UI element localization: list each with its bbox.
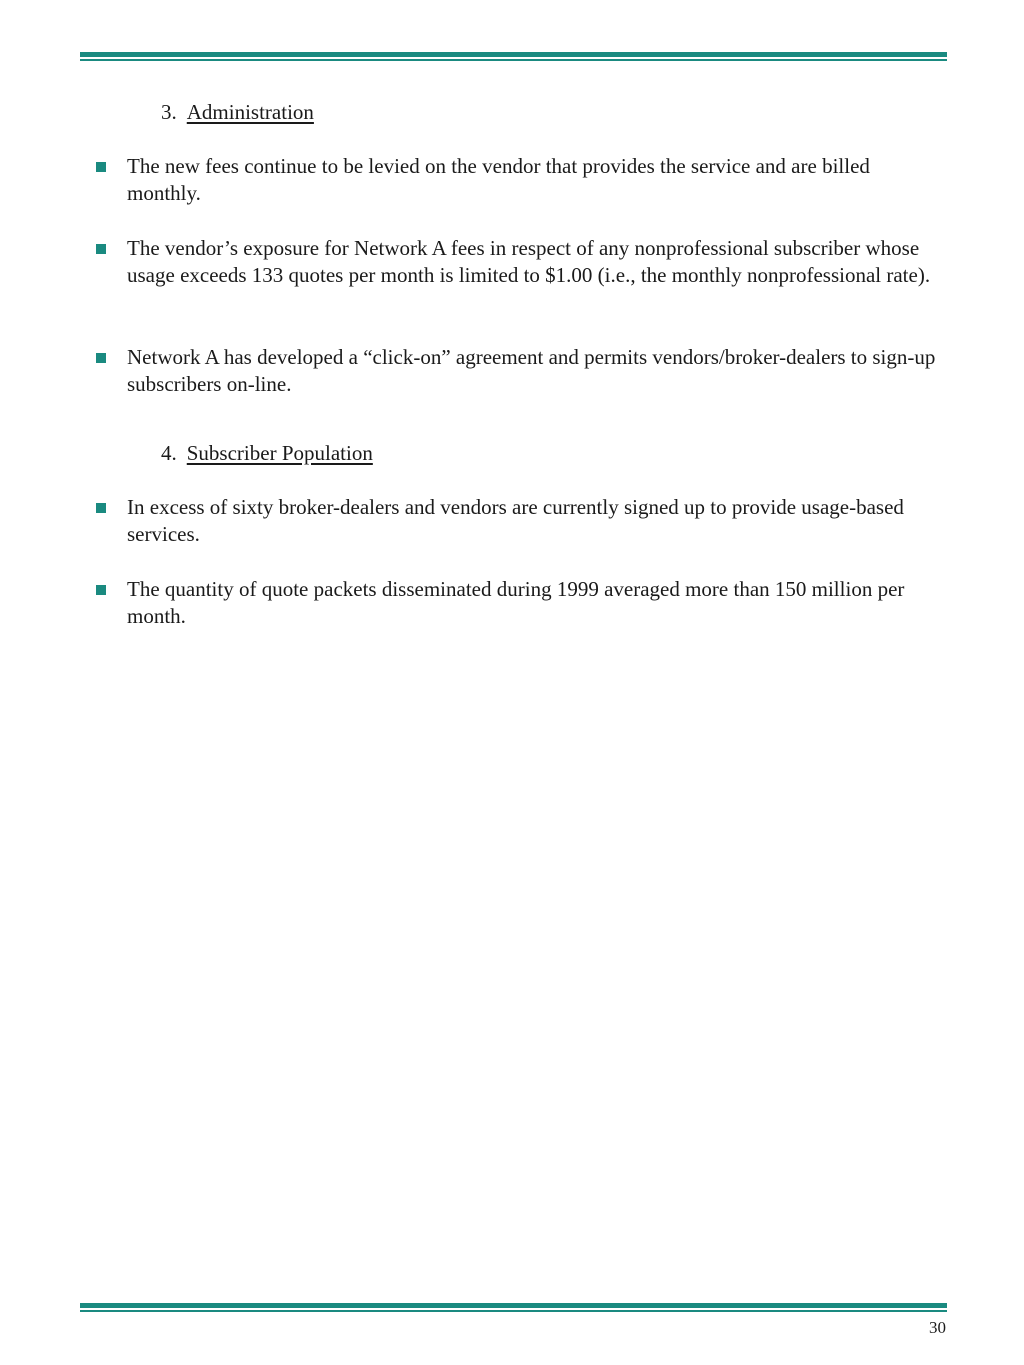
section-title: Subscriber Population [186, 441, 373, 465]
list-item [96, 576, 946, 630]
list-item-text: Network A has developed a “click-on” agreement and permits vendors/broker-dealers to sign-up subscribers on-line. [127, 345, 936, 396]
list-item-text: The vendor’s exposure for Network A fees in respect of any nonprofessional subscriber whose usage exceeds 133 quotes per month is limited to $1.00 (i.e., the monthly nonprofessional rate). [127, 236, 931, 287]
section-title: Administration [186, 100, 314, 124]
square-bullet-icon [96, 353, 106, 363]
square-bullet-icon [96, 585, 106, 595]
list-item-text: The quantity of quote packets disseminated during 1999 averaged more than 150 million per month. [127, 577, 905, 628]
list-item [96, 494, 946, 548]
header-rule [80, 52, 947, 61]
section-number: 4. [161, 441, 177, 465]
list-item-text: The new fees continue to be levied on the vendor that provides the service and are billed monthly. [127, 154, 870, 205]
section-heading-subscriber-population [161, 440, 373, 467]
list-item [96, 344, 946, 398]
list-item [96, 235, 946, 289]
section-number: 3. [161, 100, 177, 124]
square-bullet-icon [96, 162, 106, 172]
page-number: 30 [929, 1318, 946, 1337]
square-bullet-icon [96, 244, 106, 254]
list-item [96, 153, 946, 207]
footer-rule [80, 1303, 947, 1312]
list-item-text: In excess of sixty broker-dealers and vendors are currently signed up to provide usage-based services. [127, 495, 904, 546]
section-heading-administration [161, 99, 314, 126]
square-bullet-icon [96, 503, 106, 513]
